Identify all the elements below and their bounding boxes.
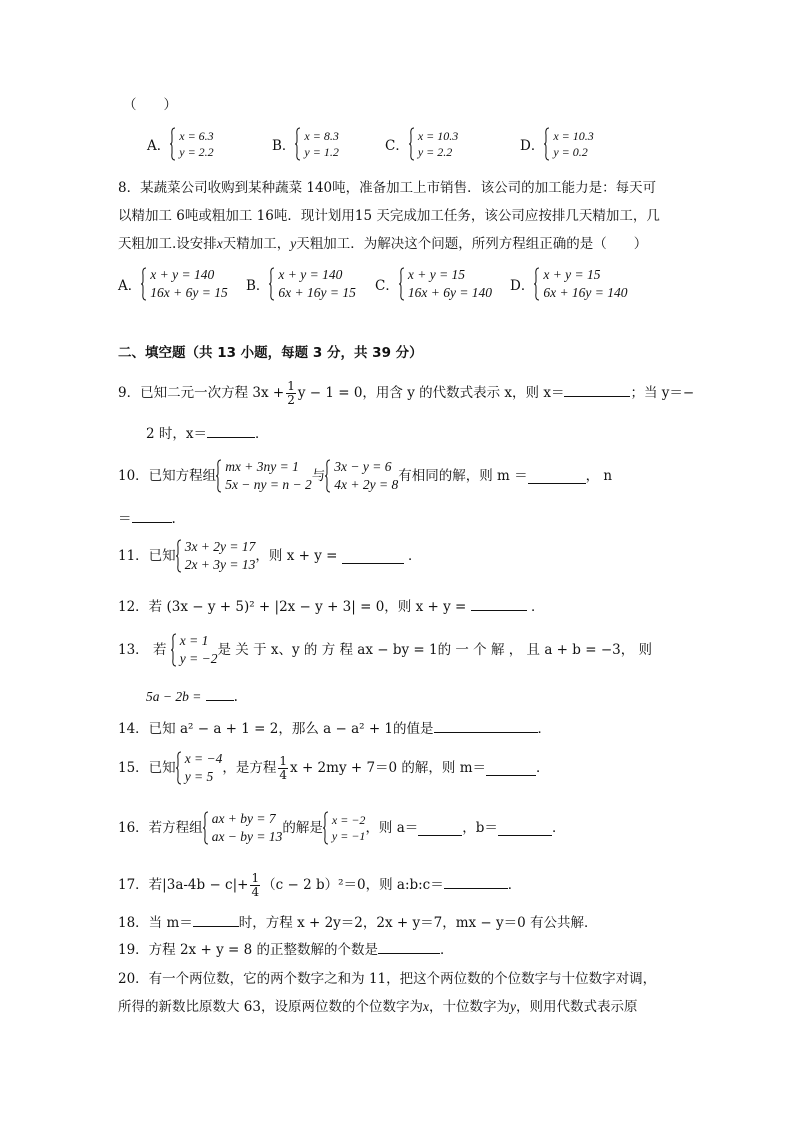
eq-row: x = −2 — [331, 813, 366, 827]
q10-text: ＝ — [118, 511, 132, 527]
q11-text: ． — [408, 548, 422, 564]
answer-blank[interactable] — [342, 549, 404, 564]
option-label: A． — [147, 138, 171, 154]
q8-option-a[interactable] — [118, 266, 228, 302]
q19-text: ． — [439, 942, 454, 958]
eq-row: 3x − y = 6 — [334, 459, 392, 474]
numerator: 1 — [251, 871, 260, 885]
q13-text: 是 关 于 x、y 的 方 程 ax − by = 1的 一 个 解 ， 且 a + b = −3， 则 — [217, 642, 653, 658]
q20-text: ，则用代数式表示原 — [515, 999, 638, 1015]
brace-icon — [295, 127, 301, 161]
q16-text: ． — [551, 820, 566, 836]
q14-line — [118, 718, 551, 739]
brace-icon — [216, 459, 222, 493]
var-y: y — [509, 999, 516, 1014]
denominator: 4 — [251, 885, 260, 899]
q7-answer-paren: （ ） — [123, 97, 177, 113]
q20-text: 所得的新数比原数大 63，设原两位数的个位数字为 — [118, 999, 423, 1015]
q13-text: 13． 若 — [118, 642, 167, 658]
q8-option-d[interactable] — [510, 266, 628, 302]
eq-row: x = 10.3 — [417, 129, 459, 143]
q12-text: 12．若 (3x − y + 5)² + |2x − y + 3| = 0，则 x + y = — [118, 599, 467, 615]
answer-blank[interactable] — [434, 718, 538, 733]
eq-row: x = 6.3 — [179, 129, 214, 143]
answer-blank[interactable] — [418, 821, 462, 836]
answer-blank[interactable] — [471, 596, 527, 611]
q9-text: y − 1 = 0，用含 y 的代数式表示 x，则 x＝ — [297, 385, 565, 401]
answer-blank[interactable] — [206, 686, 234, 701]
eq-row: y = 5 — [184, 769, 214, 784]
q9-line1 — [118, 380, 694, 407]
q7-option-c[interactable] — [385, 127, 458, 161]
q13-text: 5a − 2b = — [146, 689, 202, 704]
brace-icon — [325, 459, 331, 493]
q9-line2 — [146, 423, 269, 444]
q7-option-d[interactable] — [520, 127, 594, 161]
q10-text: . — [171, 511, 176, 527]
eq-row: y = 0.2 — [553, 145, 588, 159]
q11-text: ，则 x + y = — [255, 548, 338, 564]
q17-line — [118, 872, 521, 899]
fraction — [278, 755, 288, 782]
option-label: B． — [272, 138, 296, 154]
brace-icon — [176, 539, 182, 573]
eq-row: x = 1 — [179, 633, 209, 648]
eq-row: 6x + 16y = 140 — [543, 285, 628, 300]
eq-row: y = 2.2 — [179, 145, 214, 159]
q10-line2 — [118, 508, 176, 529]
q13-line2 — [146, 686, 238, 707]
q8-option-b[interactable] — [246, 266, 356, 302]
q20-text: ，十位数字为 — [428, 999, 510, 1015]
eq-row: x = 10.3 — [553, 129, 594, 143]
q9-text: 2 时，x＝ — [146, 426, 207, 442]
eq-row: 5x − ny = n − 2 — [225, 477, 312, 492]
q15-text: ，是方程 — [222, 760, 277, 776]
answer-blank[interactable] — [486, 761, 536, 776]
brace-icon — [534, 267, 540, 301]
q8-text: 天精加工， — [222, 236, 291, 252]
answer-blank[interactable] — [498, 821, 552, 836]
eq-row: y = −2 — [179, 651, 218, 666]
eq-row: x + y = 140 — [278, 267, 343, 282]
option-label: C． — [375, 278, 399, 294]
option-label: B． — [246, 278, 270, 294]
q15-text: ． — [536, 760, 550, 776]
option-label: D． — [510, 278, 535, 294]
eq-row: x = 8.3 — [304, 129, 339, 143]
q16-text: 的解是 — [282, 820, 323, 836]
brace-icon — [170, 127, 176, 161]
q16-text: 16．若方程组 — [118, 820, 203, 836]
denominator: 2 — [287, 393, 295, 407]
brace-icon — [399, 267, 405, 301]
var-x: x — [422, 999, 429, 1014]
q8-line1: 8．某蔬菜公司收购到某种蔬菜 140吨，准备加工上市销售．该公司的加工能力是：每天可 — [118, 180, 657, 196]
q10-text: ， n — [585, 468, 613, 484]
q16-text: ，则 a＝ — [365, 820, 419, 836]
eq-row: 3x + 2y = 17 — [184, 539, 256, 554]
eq-row: 16x + 6y = 15 — [150, 285, 228, 300]
var-y: y — [290, 236, 297, 251]
q7-option-b[interactable] — [272, 127, 339, 161]
q15-text: x + 2my + 7＝0 的解，则 m＝ — [290, 760, 487, 776]
fraction — [286, 380, 296, 407]
eq-row: x + y = 15 — [407, 267, 466, 282]
brace-icon — [544, 127, 550, 161]
q13-line1 — [118, 632, 652, 668]
eq-row: mx + 3ny = 1 — [225, 459, 299, 474]
q19-line — [118, 939, 453, 960]
q9-text: ． — [255, 426, 269, 442]
q11-line — [118, 538, 422, 574]
q16-line — [118, 810, 565, 846]
q7-option-a[interactable] — [147, 127, 214, 161]
q8-option-c[interactable] — [375, 266, 492, 302]
var-x: x — [216, 236, 223, 251]
answer-blank[interactable] — [193, 912, 239, 927]
q12-line — [118, 596, 544, 617]
q20-line1: 20．有一个两位数，它的两个数字之和为 11，把这个两位数的个位数字与十位数字对调， — [118, 971, 657, 987]
eq-row: ax − by = 13 — [211, 829, 283, 844]
brace-icon — [141, 267, 147, 301]
answer-blank[interactable] — [564, 382, 630, 397]
q17-text: （c − 2 b）²＝0，则 a:b:c＝ — [262, 877, 444, 893]
q8-text: 天粗加工.设安排 — [118, 236, 217, 252]
eq-row: 16x + 6y = 140 — [407, 285, 493, 300]
q10-text: 有相同的解，则 m ＝ — [398, 468, 528, 484]
q10-text: 与 — [311, 468, 326, 484]
q8-line2: 以精加工 6吨或粗加工 16吨．现计划用15 天完成加工任务，该公司应按排几天精加工，几 — [118, 208, 660, 224]
eq-row: 6x + 16y = 15 — [278, 285, 356, 300]
q17-text: ． — [507, 877, 522, 893]
q8-text: 天粗加工．为解决这个问题，所列方程组正确的是（ ） — [296, 236, 648, 252]
q18-line — [118, 912, 598, 933]
q14-text: ． — [537, 721, 552, 737]
q14-text: 14．已知 a² − a + 1 = 2，那么 a − a² + 1的值是 — [118, 721, 434, 737]
eq-row: x + y = 15 — [543, 267, 601, 282]
q11-text: 11．已知 — [118, 548, 176, 564]
answer-blank[interactable] — [378, 939, 440, 954]
q15-line — [118, 750, 550, 786]
denominator: 4 — [279, 767, 288, 782]
q17-text: 17．若|3a-4b − c|+ — [118, 877, 249, 893]
q10-line1 — [118, 458, 612, 494]
brace-icon — [176, 751, 182, 785]
q16-text: ，b＝ — [462, 820, 498, 836]
answer-blank[interactable] — [132, 508, 172, 523]
q15-text: 15．已知 — [118, 760, 176, 776]
q8-line3 — [118, 234, 647, 254]
brace-icon — [203, 811, 209, 845]
q13-text: . — [233, 689, 238, 705]
q9-text: ；当 y＝− — [630, 385, 695, 401]
answer-blank[interactable] — [528, 469, 586, 484]
eq-row: x + y = 140 — [150, 267, 215, 282]
answer-blank[interactable] — [444, 874, 508, 889]
q10-text: 10．已知方程组 — [118, 468, 217, 484]
section-heading: 二、填空题（共 13 小题，每题 3 分，共 39 分） — [118, 345, 423, 361]
eq-row: y = 1.2 — [304, 145, 339, 159]
brace-icon — [269, 267, 275, 301]
eq-row: ax + by = 7 — [211, 811, 276, 826]
option-label: C． — [385, 138, 409, 154]
option-label: A． — [118, 278, 142, 294]
eq-row: 4x + 2y = 8 — [334, 477, 399, 492]
q12-text: ． — [530, 599, 545, 615]
q19-text: 19．方程 2x + y = 8 的正整数解的个数是 — [118, 942, 378, 958]
eq-row: x = −4 — [184, 751, 223, 766]
q20-line2 — [118, 997, 637, 1017]
q18-text: 18．当 m＝ — [118, 915, 193, 931]
eq-row: 2x + 3y = 13 — [184, 557, 256, 572]
q18-text: 时，方程 x + 2y＝2，2x + y＝7，mx − y＝0 有公共解． — [238, 915, 598, 931]
eq-row: y = 2.2 — [417, 145, 453, 159]
answer-blank[interactable] — [207, 423, 255, 438]
q9-text: 9．已知二元一次方程 3x + — [118, 385, 285, 401]
option-label: D． — [520, 138, 545, 154]
eq-row: y = −1 — [331, 829, 366, 843]
numerator: 1 — [287, 379, 295, 393]
brace-icon — [171, 633, 177, 667]
brace-icon — [323, 811, 329, 845]
fraction — [250, 872, 260, 899]
brace-icon — [409, 127, 415, 161]
numerator: 1 — [279, 753, 288, 768]
